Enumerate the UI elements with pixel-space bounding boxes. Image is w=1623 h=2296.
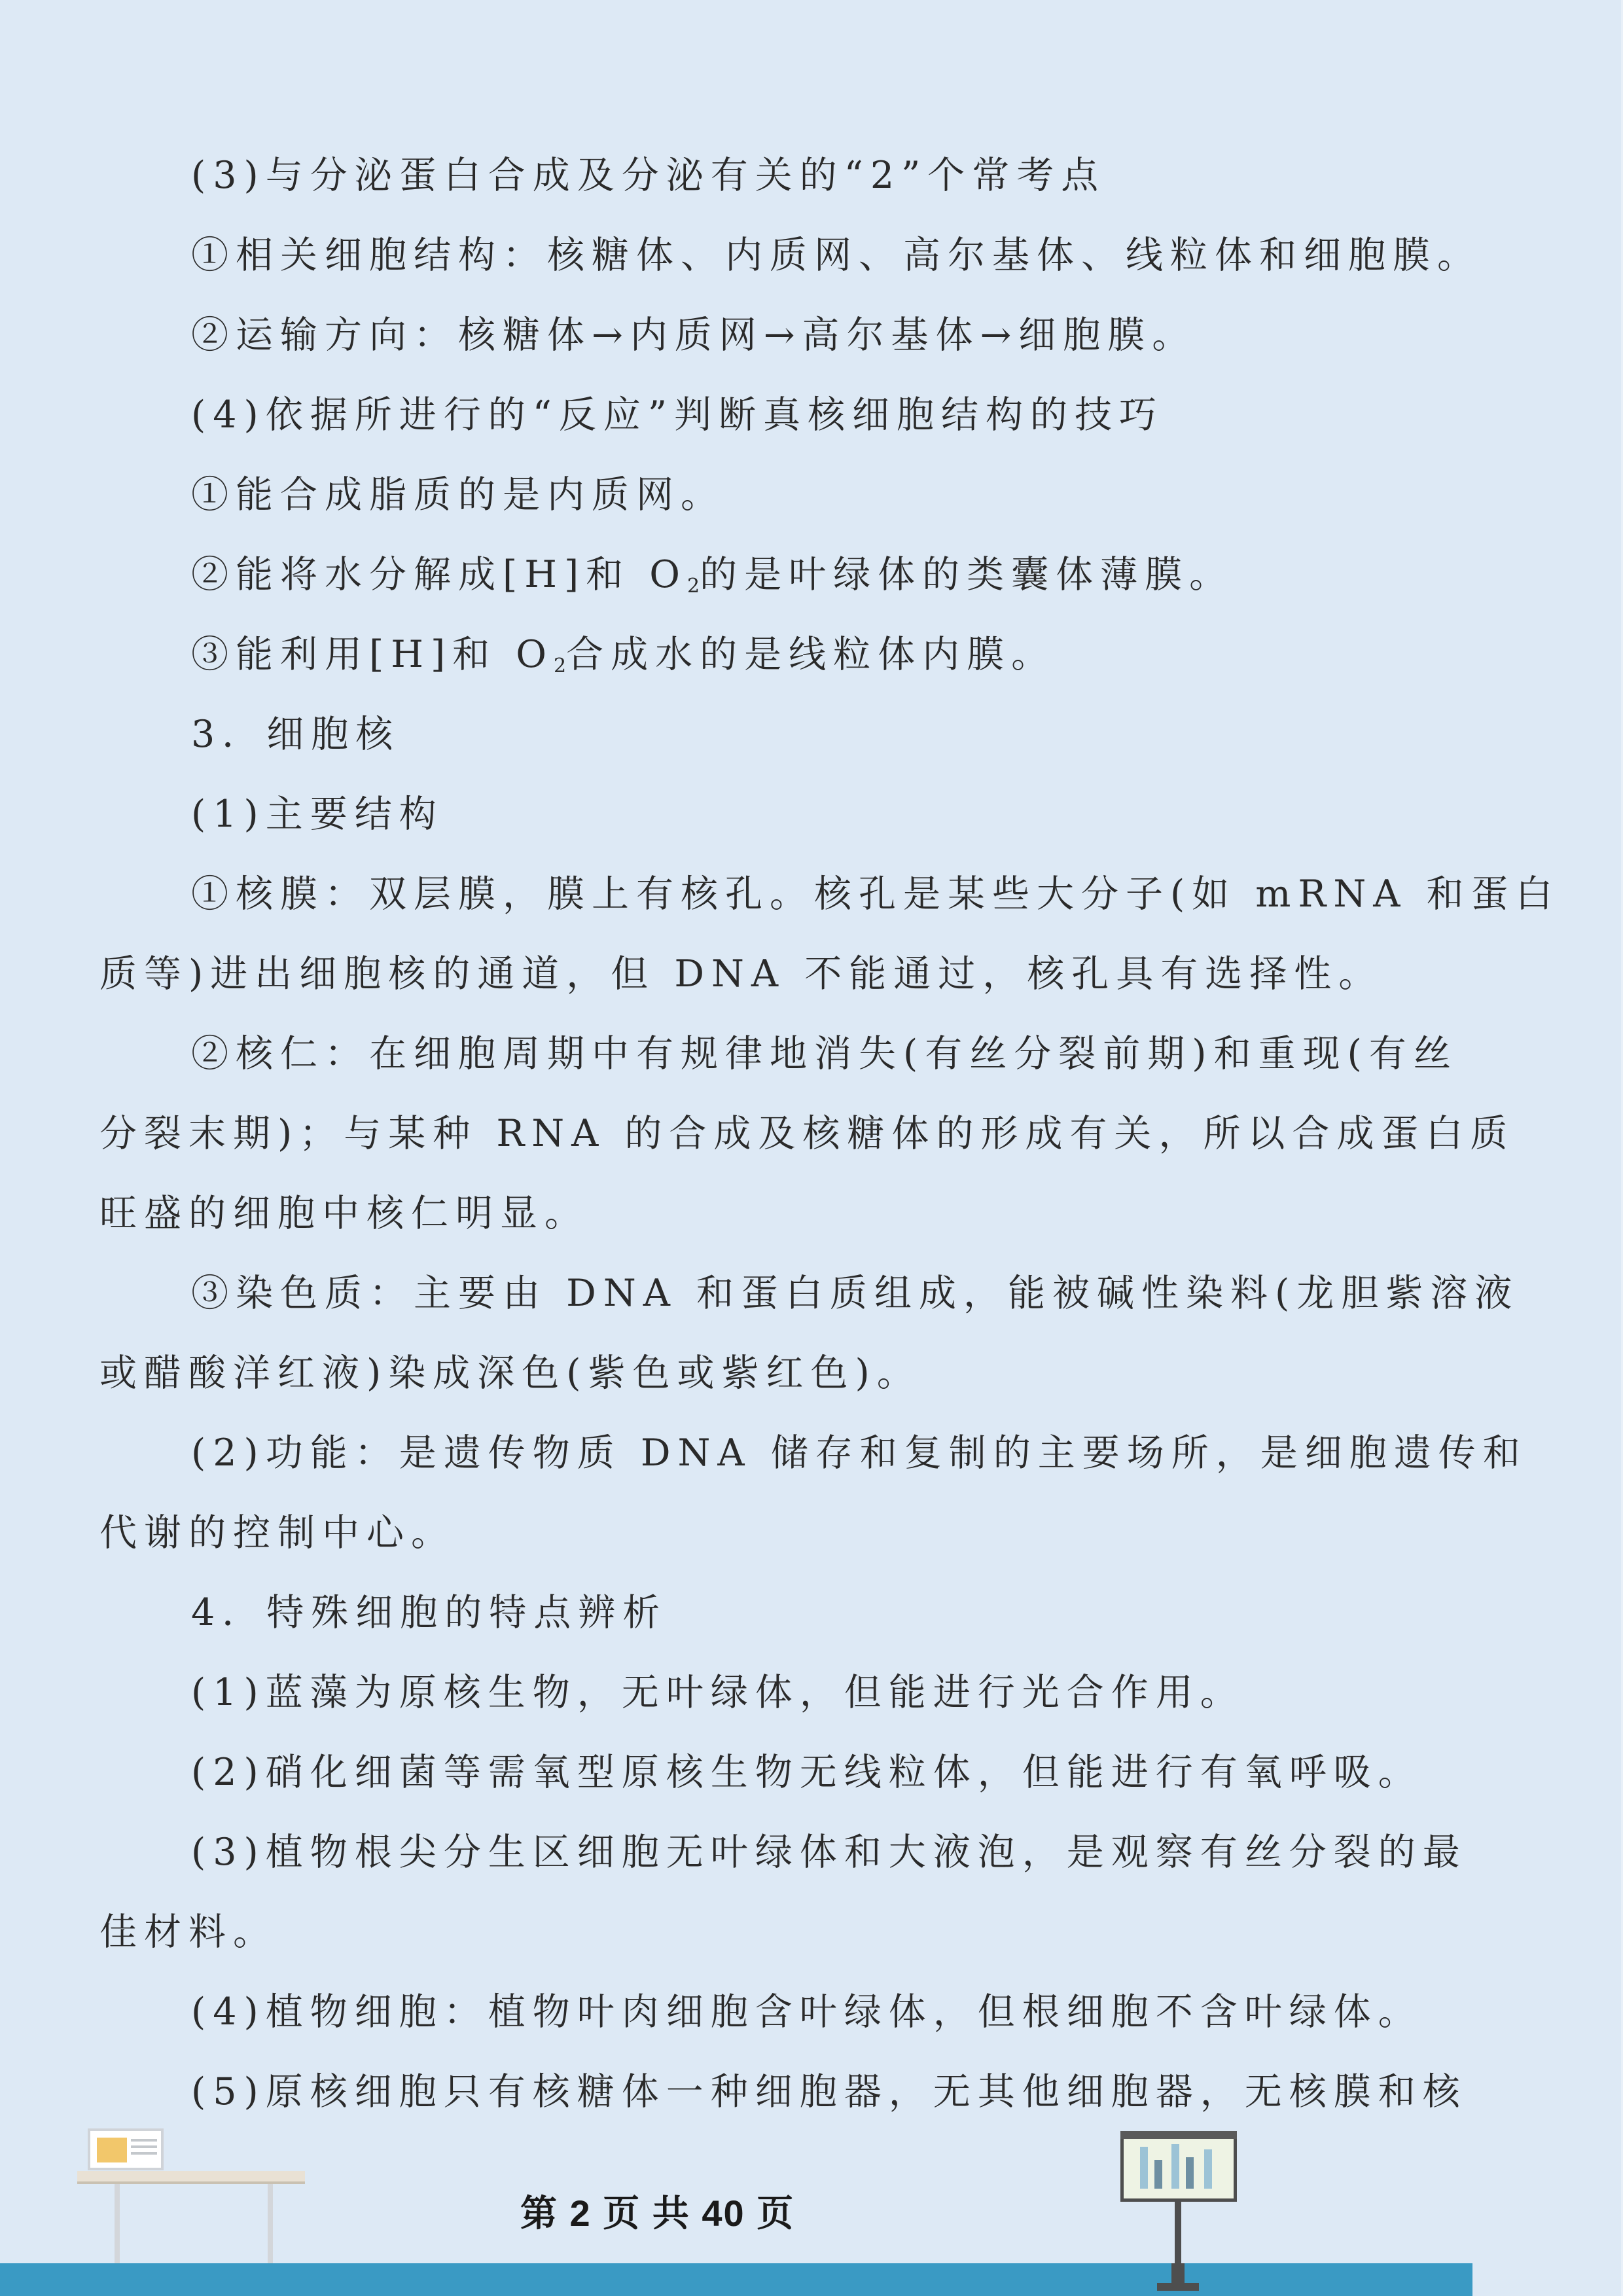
text-line-nucleolus-cont: 分裂末期)；与某种 RNA 的合成及核糖体的形成有关，所以合成蛋白质 [99,1112,1515,1155]
oxygen-subscript: 2 [554,655,567,677]
desk-leg-left [115,2184,120,2266]
desk-top [77,2171,305,2181]
easel-chart-bar [1154,2160,1162,2189]
text-line-plant-cell: (4)植物细胞：植物叶肉细胞含叶绿体，但根细胞不含叶绿体。 [191,1990,1423,2034]
easel-board-top [1120,2131,1237,2139]
text-line-3: ②运输方向：核糖体→内质网→高尔基体→细胞膜。 [191,314,1197,357]
text-line-6 [191,548,1234,601]
text-line-function: (2)功能：是遗传物质 DNA 储存和复制的主要场所，是细胞遗传和 [191,1431,1527,1475]
text-line-6-part-b: 的是叶绿体的类囊体薄膜。 [700,553,1234,596]
text-line-function-cont: 代谢的控制中心。 [99,1511,455,1554]
easel-foot [1171,2263,1185,2284]
subheading-main-structure: (1)主要结构 [191,793,444,836]
text-line-2: ①相关细胞结构：核糖体、内质网、高尔基体、线粒体和细胞膜。 [191,234,1482,277]
text-line-cyanobacteria: (1)蓝藻为原核生物，无叶绿体，但能进行光合作用。 [191,1671,1245,1714]
text-line-chromatin: ③染色质：主要由 DNA 和蛋白质组成，能被碱性染料(龙胆紫溶液 [191,1272,1520,1315]
text-line-4: (4)依据所进行的“反应”判断真核细胞结构的技巧 [191,393,1164,437]
easel-chart-bar [1171,2144,1179,2189]
text-line-nucleolus: ②核仁：在细胞周期中有规律地消失(有丝分裂前期)和重现(有丝 [191,1032,1458,1075]
desk-leg-right [268,2184,273,2266]
section-heading-4: 4．特殊细胞的特点辨析 [191,1591,668,1634]
section-heading-3: 3．细胞核 [191,713,401,756]
text-line-1: (3)与分泌蛋白合成及分泌有关的“2”个常考点 [191,154,1106,197]
text-line-chromatin-cont: 或醋酸洋红液)染成深色(紫色或紫红色)。 [99,1352,921,1395]
text-line-nucleolus-cont-2: 旺盛的细胞中核仁明显。 [99,1192,589,1235]
text-line-root-tip-cont: 佳材料。 [99,1910,277,1954]
easel-chart-bar [1204,2149,1212,2189]
page-number: 第 2 页 共 40 页 [520,2193,795,2234]
text-line-nuclear-envelope: ①核膜：双层膜，膜上有核孔。核孔是某些大分子(如 mRNA 和蛋白 [191,872,1560,916]
text-line-nuclear-envelope-cont: 质等)进出细胞核的通道，但 DNA 不能通过，核孔具有选择性。 [99,952,1383,996]
text-line-6-part-a: ②能将水分解成[H]和 O [191,553,688,596]
text-line-nitrifying-bacteria: (2)硝化细菌等需氧型原核生物无线粒体，但能进行有氧呼吸。 [191,1751,1423,1794]
text-line-7-part-a: ③能利用[H]和 O [191,633,554,676]
footer-bar [0,2263,1472,2296]
easel-base [1157,2283,1199,2291]
easel-chart-bar [1186,2157,1194,2189]
text-line-root-tip: (3)植物根尖分生区细胞无叶绿体和大液泡，是观察有丝分裂的最 [191,1831,1467,1874]
frame-photo [97,2138,127,2162]
frame-text-lines [131,2139,157,2142]
picture-frame-icon [88,2128,164,2170]
easel-pole [1175,2202,1181,2263]
oxygen-subscript: 2 [687,575,700,598]
text-line-7-part-b: 合成水的是线粒体内膜。 [566,633,1056,676]
text-line-7 [191,628,1056,681]
text-line-5: ①能合成脂质的是内质网。 [191,473,725,516]
easel-chart-bar [1140,2147,1148,2189]
text-line-prokaryote: (5)原核细胞只有核糖体一种细胞器，无其他细胞器，无核膜和核 [191,2070,1467,2113]
